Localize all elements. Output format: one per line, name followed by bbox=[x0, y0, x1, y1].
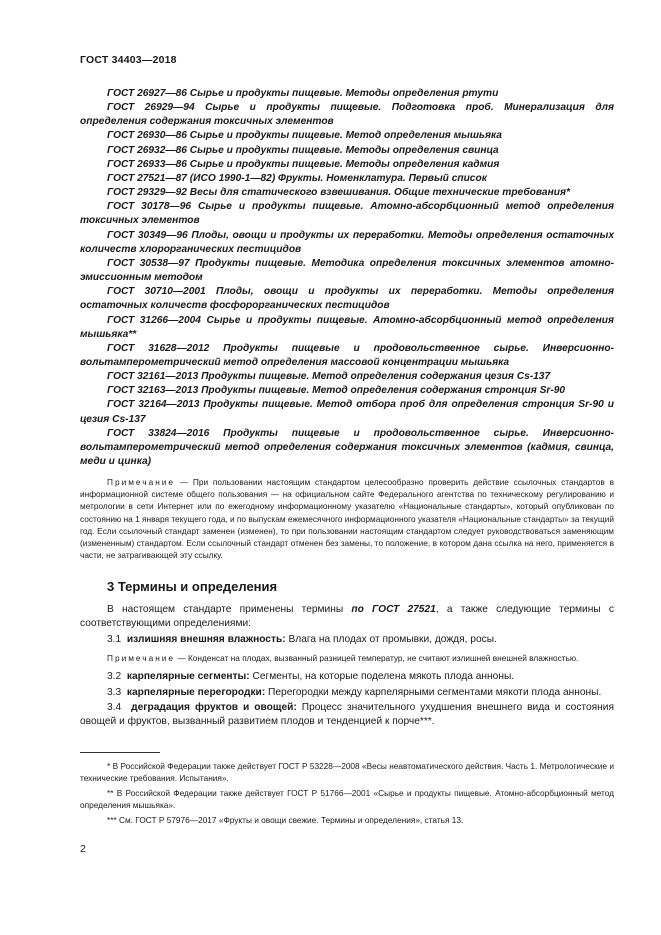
term-note bbox=[80, 652, 614, 664]
note-label: Примечание bbox=[107, 477, 176, 488]
reference-item: ГОСТ 32163—2013 Продукты пищевые. Метод определения содержания стронция Sr-90 bbox=[107, 385, 566, 397]
reference-item: ГОСТ 29329—92 Весы для статического взвешивания. Общие технические требования* bbox=[107, 187, 570, 199]
term-definition: Перегородки между карпелярными сегментами мякоти плода анноны. bbox=[265, 686, 602, 698]
term-name: карпелярные перегородки: bbox=[126, 686, 266, 698]
term-3-4 bbox=[80, 701, 614, 730]
footnote-divider bbox=[80, 752, 160, 753]
reference-item: ГОСТ 32161—2013 Продукты пищевые. Метод определения содержания цезия Cs-137 bbox=[107, 371, 551, 383]
footnote: *** См. ГОСТ Р 57976—2017 «Фрукты и овощи свежие. Термины и определения», статья 13. bbox=[107, 815, 464, 826]
reference-item: ГОСТ 26932—86 Сырье и продукты пищевые. Методы определения свинца bbox=[107, 144, 499, 156]
reference-item: ГОСТ 26933—86 Сырье и продукты пищевые. Методы определения кадмия bbox=[107, 158, 500, 170]
note-label: Примечание bbox=[107, 653, 176, 664]
note-text: — При пользовании настоящим стандартом целесообразно проверить действие ссылочных стандартов в информационной системе общего пользования — на официальном сайте Федерального агентства по техническому регулированию и метрологии в сети Интернет или по ежегодному информационному указателю «Национальные стандарты», который опубликован по состоянию на 1 января текущего года, и по выпускам ежемесячного информационного указателя «Национальные стандарты» за текущий год. Если ссылочный стандарт заменен (изменен), то при пользовании настоящим стандартом следует руководствоваться заменяющим (измененным) стандартом. Если ссылочный стандарт отменен без замены, то положение, в котором дана ссылка на него, применяется в части, не затрагивающей эту ссылку. bbox=[80, 477, 614, 560]
term-number: 3.3 bbox=[107, 686, 122, 698]
reference-item: ГОСТ 32164—2013 Продукты пищевые. Метод отбора проб для определения стронция Sr-90 и цезия Cs-137 bbox=[80, 399, 614, 425]
term-number: 3.4 bbox=[107, 702, 122, 713]
term-definition: Влага на плодах от промывки, дождя, росы. bbox=[285, 633, 497, 645]
footnotes bbox=[80, 760, 614, 826]
section-intro bbox=[80, 603, 614, 632]
term-definition: Процесс значительного ухудшения внешнего вида и состояния овощей и фруктов, вызванный развитием плодов и тенденцией к порче***. bbox=[80, 702, 614, 728]
page-body bbox=[80, 87, 614, 829]
term-name: карпелярные сегменты: bbox=[126, 671, 250, 683]
term-3-1 bbox=[80, 633, 614, 647]
reference-item: ГОСТ 30710—2001 Плоды, овощи и продукты их переработки. Методы определения остаточных количеств фосфорорганических пестицидов bbox=[80, 286, 614, 312]
note-text: — Конденсат на плодах, вызванный разницей температур, не считают излишней внешней влажностью. bbox=[175, 653, 579, 664]
reference-item: ГОСТ 30349—96 Плоды, овощи и продукты их переработки. Методы определения остаточных количеств хлорорганических пестицидов bbox=[80, 229, 614, 255]
footnote: ** В Российской Федерации также действует ГОСТ Р 51766—2001 «Сырье и продукты пищевые. Атомно-абсорбционный метод определения мышьяка». bbox=[80, 788, 614, 811]
reference-item: ГОСТ 27521—87 (ИСО 1990-1—82) Фрукты. Номенклатура. Первый список bbox=[107, 172, 487, 184]
reference-item: ГОСТ 31266—2004 Сырье и продукты пищевые. Атомно-абсорбционный метод определения мышьяка** bbox=[80, 314, 614, 340]
reference-item: ГОСТ 33824—2016 Продукты пищевые и продовольственное сырье. Инверсионно-вольтамперометрический метод определения содержания токсичных элементов (кадмия, свинца, меди и цинка) bbox=[80, 427, 614, 468]
intro-text-continued: , а также следующие термины с соответствующими определениями: bbox=[80, 603, 614, 630]
page-number: 2 bbox=[80, 843, 86, 855]
intro-reference: по ГОСТ 27521 bbox=[351, 603, 436, 615]
reference-item: ГОСТ 26930—86 Сырье и продукты пищевые. Метод определения мышьяка bbox=[107, 130, 502, 142]
term-number: 3.1 bbox=[107, 633, 122, 645]
term-3-2 bbox=[80, 670, 614, 684]
section-title: 3 Термины и определения bbox=[107, 578, 278, 594]
reference-item: ГОСТ 30538—97 Продукты пищевые. Методика определения токсичных элементов атомно-эмиссионным методом bbox=[80, 257, 614, 284]
term-number: 3.2 bbox=[107, 671, 122, 683]
term-definition: Сегменты, на которые поделена мякоть плода анноны. bbox=[249, 671, 515, 683]
reference-item: ГОСТ 31628—2012 Продукты пищевые и продовольственное сырье. Инверсионно-вольтамперометрический метод определения массовой концентрации мышьяка bbox=[80, 342, 614, 368]
page-header: ГОСТ 34403—2018 bbox=[80, 54, 177, 66]
reference-item: ГОСТ 26927—86 Сырье и продукты пищевые. Методы определения ртути bbox=[107, 88, 499, 99]
normative-references-list bbox=[80, 87, 614, 469]
reference-item: ГОСТ 30178—96 Сырье и продукты пищевые. Атомно-абсорбционный метод определения токсичных элементов bbox=[80, 201, 614, 227]
term-3-3 bbox=[80, 686, 614, 700]
reference-item: ГОСТ 26929—94 Сырье и продукты пищевые. Подготовка проб. Минерализация для определения содержания токсичных элементов bbox=[80, 102, 614, 128]
references-note bbox=[80, 476, 614, 561]
intro-text: В настоящем стандарте применены термины bbox=[107, 603, 352, 615]
term-name: деградация фруктов и овощей: bbox=[131, 702, 297, 713]
term-name: излишняя внешняя влажность: bbox=[126, 633, 286, 645]
footnote: * В Российской Федерации также действует ГОСТ Р 53228—2008 «Весы неавтоматического действия. Часть 1. Метрологические и технические требования. Испытания». bbox=[80, 760, 614, 783]
